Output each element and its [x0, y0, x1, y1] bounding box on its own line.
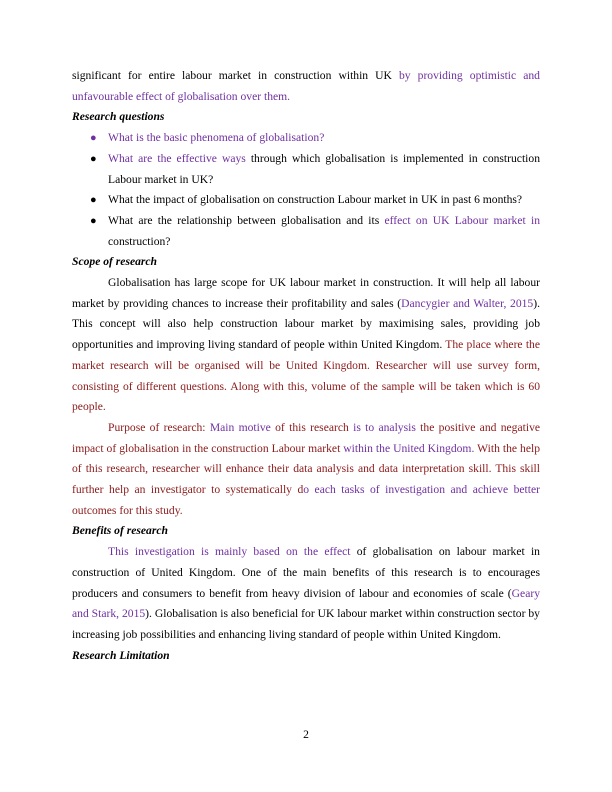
intro-text-highlight: by providing optimistic and unfavourable effect of globalisation over them. [72, 69, 540, 103]
bullet-icon: ● [90, 132, 97, 145]
page-number: 2 [303, 728, 309, 741]
research-questions-heading: Research questions [72, 110, 165, 124]
bullet-icon: ● [90, 214, 97, 227]
list-item: ● What are the relationship between globalisation and its effect on UK Labour market in construction? [108, 211, 540, 252]
scope-paragraph-1: Globalisation has large scope for UK labour market in construction. It will help all labour market by providing chances to increase their profitability and sales (Dancygier and Walter, 2015). This concept will also help construction labour market by maximising sales, providing job opportunities and improving living standard of people within United Kingdom. The place where the market research will be organised will be United Kingdom. Researcher will use survey form, consisting of different questions. Along with this, volume of the sample will be taken which is 60 people. [72, 276, 540, 414]
research-questions-list [72, 128, 540, 252]
scope-paragraph-2: Purpose of research: Main motive of this research is to analysis the positive and negative impact of globalisation in the construction Labour market within the United Kingdom. With the help of this research, researcher will enhance their data analysis and data interpretation skill. This skill further help an investigator to systematically do each tasks of investigation and achieve better outcomes for this study. [72, 420, 541, 517]
bullet-icon: ● [90, 194, 97, 207]
limitation-heading: Research Limitation [72, 648, 170, 662]
bullet-icon: ● [90, 152, 97, 165]
intro-text: significant for entire labour market in construction within UK [72, 69, 399, 82]
document-page [72, 66, 540, 666]
scope-heading: Scope of research [72, 255, 158, 269]
intro-paragraph [72, 66, 540, 107]
list-item: ● What are the effective ways through which globalisation is implemented in construction Labour market in UK? [108, 149, 540, 190]
list-item: ● What the impact of globalisation on construction Labour market in UK in past 6 months? [108, 190, 540, 211]
citation: Dancygier and Walter, 2015 [401, 296, 534, 310]
list-item: ● What is the basic phenomena of globalisation? [108, 128, 540, 149]
benefits-heading: Benefits of research [72, 524, 168, 538]
citation: Geary and Stark, 2015 [72, 586, 540, 621]
benefits-paragraph: This investigation is mainly based on the effect of globalisation on labour market in construction of United Kingdom. One of the main benefits of this research is to encourages producers and consumers to benefit from heavy division of labour and economies of scale (Geary and Stark, 2015). Globalisation is also beneficial for UK labour market within construction sector by increasing job possibilities and enhancing living standard of people within United Kingdom. [72, 545, 540, 641]
